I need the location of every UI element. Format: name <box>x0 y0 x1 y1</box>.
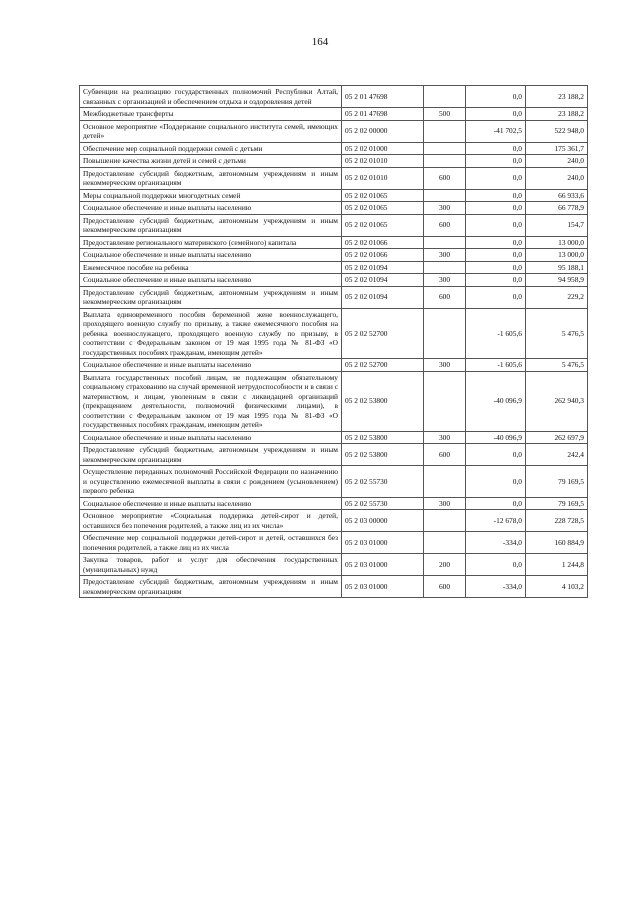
row-total: 160 884,9 <box>526 532 588 554</box>
row-expense-type: 600 <box>424 444 466 466</box>
table-row <box>80 510 588 532</box>
table-row <box>80 189 588 202</box>
table-row <box>80 167 588 189</box>
row-name: Повышение качества жизни детей и семей с детьми <box>80 155 342 168</box>
table-row <box>80 554 588 576</box>
row-name: Осуществление переданных полномочий Российской Федерации по назначению и осуществлению ежемесячной выплаты в связи с рождением (усыновлением) первого ребенка <box>80 466 342 498</box>
row-total: 262 940,3 <box>526 371 588 431</box>
row-code: 05 2 01 47698 <box>342 86 424 108</box>
row-change: 0,0 <box>466 155 526 168</box>
row-name: Ежемесячное пособие на ребенка <box>80 261 342 274</box>
row-name: Субвенции на реализацию государственных полномочий Республики Алтай, связанных с организацией и обеспечением отдыха и оздоровления детей <box>80 86 342 108</box>
budget-table <box>79 85 588 598</box>
row-code: 05 2 03 01000 <box>342 554 424 576</box>
row-expense-type <box>424 532 466 554</box>
row-total: 23 188,2 <box>526 86 588 108</box>
table-row <box>80 261 588 274</box>
row-name: Выплата государственных пособий лицам, не подлежащим обязательному социальному страхованию на случай временной нетрудоспособности и в связи с материнством, и лицам, уволенным в связи с ликвидацией организаций (прекращением деятельности, полномочий физическими лицами), в соответствии с Федеральным законом от 19 мая 1995 года № 81-ФЗ «О государственных пособиях гражданам, имеющим детей» <box>80 371 342 431</box>
row-total: 154,7 <box>526 214 588 236</box>
row-total: 94 958,9 <box>526 274 588 287</box>
row-expense-type: 500 <box>424 108 466 121</box>
row-expense-type: 200 <box>424 554 466 576</box>
row-expense-type: 300 <box>424 431 466 444</box>
row-name: Социальное обеспечение и иные выплаты населению <box>80 431 342 444</box>
table-row <box>80 532 588 554</box>
row-name: Социальное обеспечение и иные выплаты населению <box>80 274 342 287</box>
row-change: 0,0 <box>466 444 526 466</box>
table-row <box>80 466 588 498</box>
row-change: 0,0 <box>466 202 526 215</box>
row-name: Закупка товаров, работ и услуг для обеспечения государственных (муниципальных) нужд <box>80 554 342 576</box>
row-name: Выплата единовременного пособия беременной жене военнослужащего, проходящего военную службу по призыву, а также ежемесячного пособия на ребенка военнослужащего, проходящего военную службу по призыву, в соответствии с Федеральным законом от 19 мая 1995 года № 81-ФЗ «О государственных пособиях гражданам, имеющим детей» <box>80 308 342 359</box>
row-total: 95 188,1 <box>526 261 588 274</box>
table-row <box>80 286 588 308</box>
row-expense-type <box>424 86 466 108</box>
row-total: 242,4 <box>526 444 588 466</box>
row-expense-type: 300 <box>424 249 466 262</box>
row-expense-type <box>424 142 466 155</box>
row-code: 05 2 02 52700 <box>342 359 424 372</box>
row-expense-type <box>424 371 466 431</box>
row-code: 05 2 02 52700 <box>342 308 424 359</box>
row-code: 05 2 02 01094 <box>342 286 424 308</box>
table-row <box>80 249 588 262</box>
row-change: 0,0 <box>466 189 526 202</box>
row-name: Предоставление субсидий бюджетным, автономным учреждениям и иным некоммерческим организациям <box>80 214 342 236</box>
row-total: 4 103,2 <box>526 576 588 598</box>
table-row <box>80 371 588 431</box>
row-expense-type: 600 <box>424 576 466 598</box>
row-expense-type <box>424 155 466 168</box>
row-code: 05 2 02 01066 <box>342 236 424 249</box>
row-total: 23 188,2 <box>526 108 588 121</box>
row-code: 05 2 02 53800 <box>342 371 424 431</box>
row-change: 0,0 <box>466 554 526 576</box>
row-expense-type: 300 <box>424 274 466 287</box>
table-row <box>80 274 588 287</box>
row-code: 05 2 02 01065 <box>342 189 424 202</box>
table-row <box>80 214 588 236</box>
row-total: 1 244,8 <box>526 554 588 576</box>
table-row <box>80 236 588 249</box>
row-code: 05 2 02 01065 <box>342 202 424 215</box>
table-row <box>80 497 588 510</box>
row-change: 0,0 <box>466 261 526 274</box>
row-expense-type <box>424 189 466 202</box>
row-change: -334,0 <box>466 576 526 598</box>
row-total: 240,0 <box>526 167 588 189</box>
row-expense-type <box>424 120 466 142</box>
row-expense-type: 600 <box>424 286 466 308</box>
row-expense-type <box>424 466 466 498</box>
row-change: 0,0 <box>466 236 526 249</box>
row-name: Обеспечение мер социальной поддержки семей с детьми <box>80 142 342 155</box>
table-row <box>80 155 588 168</box>
row-change: 0,0 <box>466 108 526 121</box>
row-name: Предоставление субсидий бюджетным, автономным учреждениям и иным некоммерческим организациям <box>80 444 342 466</box>
row-code: 05 2 02 55730 <box>342 466 424 498</box>
row-code: 05 2 02 00000 <box>342 120 424 142</box>
row-change: -40 096,9 <box>466 371 526 431</box>
row-code: 05 2 03 00000 <box>342 510 424 532</box>
row-change: -1 605,6 <box>466 308 526 359</box>
row-change: 0,0 <box>466 214 526 236</box>
row-expense-type: 600 <box>424 167 466 189</box>
row-total: 5 476,5 <box>526 359 588 372</box>
table-row <box>80 576 588 598</box>
row-total: 229,2 <box>526 286 588 308</box>
row-code: 05 2 02 01094 <box>342 274 424 287</box>
row-code: 05 2 02 53800 <box>342 431 424 444</box>
row-change: 0,0 <box>466 286 526 308</box>
row-change: 0,0 <box>466 497 526 510</box>
table-row <box>80 120 588 142</box>
row-code: 05 2 02 01094 <box>342 261 424 274</box>
row-change: 0,0 <box>466 86 526 108</box>
row-total: 79 169,5 <box>526 497 588 510</box>
row-name: Межбюджетные трансферты <box>80 108 342 121</box>
row-code: 05 2 03 01000 <box>342 532 424 554</box>
row-name: Предоставление субсидий бюджетным, автономным учреждениям и иным некоммерческим организациям <box>80 576 342 598</box>
budget-table-body <box>80 86 588 598</box>
row-expense-type <box>424 261 466 274</box>
table-row <box>80 108 588 121</box>
row-name: Социальное обеспечение и иные выплаты населению <box>80 249 342 262</box>
table-row <box>80 431 588 444</box>
row-change: 0,0 <box>466 142 526 155</box>
row-change: -1 605,6 <box>466 359 526 372</box>
row-expense-type <box>424 510 466 532</box>
row-total: 13 000,0 <box>526 249 588 262</box>
row-total: 79 169,5 <box>526 466 588 498</box>
row-name: Социальное обеспечение и иные выплаты населению <box>80 359 342 372</box>
row-change: -40 096,9 <box>466 431 526 444</box>
row-change: -41 702,5 <box>466 120 526 142</box>
row-total: 66 778,9 <box>526 202 588 215</box>
row-code: 05 2 02 01010 <box>342 155 424 168</box>
table-row <box>80 142 588 155</box>
row-name: Меры социальной поддержки многодетных семей <box>80 189 342 202</box>
row-name: Социальное обеспечение и иные выплаты населению <box>80 202 342 215</box>
row-name: Основное мероприятие «Социальная поддержка детей-сирот и детей, оставшихся без попечения родителей, а также лиц из их числа» <box>80 510 342 532</box>
row-expense-type: 300 <box>424 359 466 372</box>
row-code: 05 2 02 01066 <box>342 249 424 262</box>
table-row <box>80 202 588 215</box>
row-expense-type: 300 <box>424 497 466 510</box>
row-name: Предоставление регионального материнского (семейного) капитала <box>80 236 342 249</box>
row-total: 66 933,6 <box>526 189 588 202</box>
row-change: -334,0 <box>466 532 526 554</box>
row-change: 0,0 <box>466 466 526 498</box>
table-row <box>80 308 588 359</box>
row-total: 228 728,5 <box>526 510 588 532</box>
table-row <box>80 444 588 466</box>
row-change: 0,0 <box>466 249 526 262</box>
row-code: 05 2 02 01010 <box>342 167 424 189</box>
row-name: Обеспечение мер социальной поддержки детей-сирот и детей, оставшихся без попечения родителей, а также лиц из их числа <box>80 532 342 554</box>
row-total: 240,0 <box>526 155 588 168</box>
row-expense-type <box>424 308 466 359</box>
table-row <box>80 86 588 108</box>
row-expense-type: 300 <box>424 202 466 215</box>
table-row <box>80 359 588 372</box>
row-total: 262 697,9 <box>526 431 588 444</box>
row-total: 522 948,0 <box>526 120 588 142</box>
row-total: 175 361,7 <box>526 142 588 155</box>
row-change: 0,0 <box>466 167 526 189</box>
row-total: 5 476,5 <box>526 308 588 359</box>
row-code: 05 2 03 01000 <box>342 576 424 598</box>
row-code: 05 2 02 55730 <box>342 497 424 510</box>
row-name: Предоставление субсидий бюджетным, автономным учреждениям и иным некоммерческим организациям <box>80 167 342 189</box>
page-number: 164 <box>311 36 329 48</box>
row-code: 05 2 02 01000 <box>342 142 424 155</box>
row-code: 05 2 01 47698 <box>342 108 424 121</box>
row-expense-type <box>424 236 466 249</box>
row-name: Социальное обеспечение и иные выплаты населению <box>80 497 342 510</box>
row-change: 0,0 <box>466 274 526 287</box>
row-change: -12 678,0 <box>466 510 526 532</box>
row-name: Предоставление субсидий бюджетным, автономным учреждениям и иным некоммерческим организациям <box>80 286 342 308</box>
row-code: 05 2 02 01065 <box>342 214 424 236</box>
row-expense-type: 600 <box>424 214 466 236</box>
row-name: Основное мероприятие «Поддержание социального института семей, имеющих детей» <box>80 120 342 142</box>
row-code: 05 2 02 53800 <box>342 444 424 466</box>
row-total: 13 000,0 <box>526 236 588 249</box>
